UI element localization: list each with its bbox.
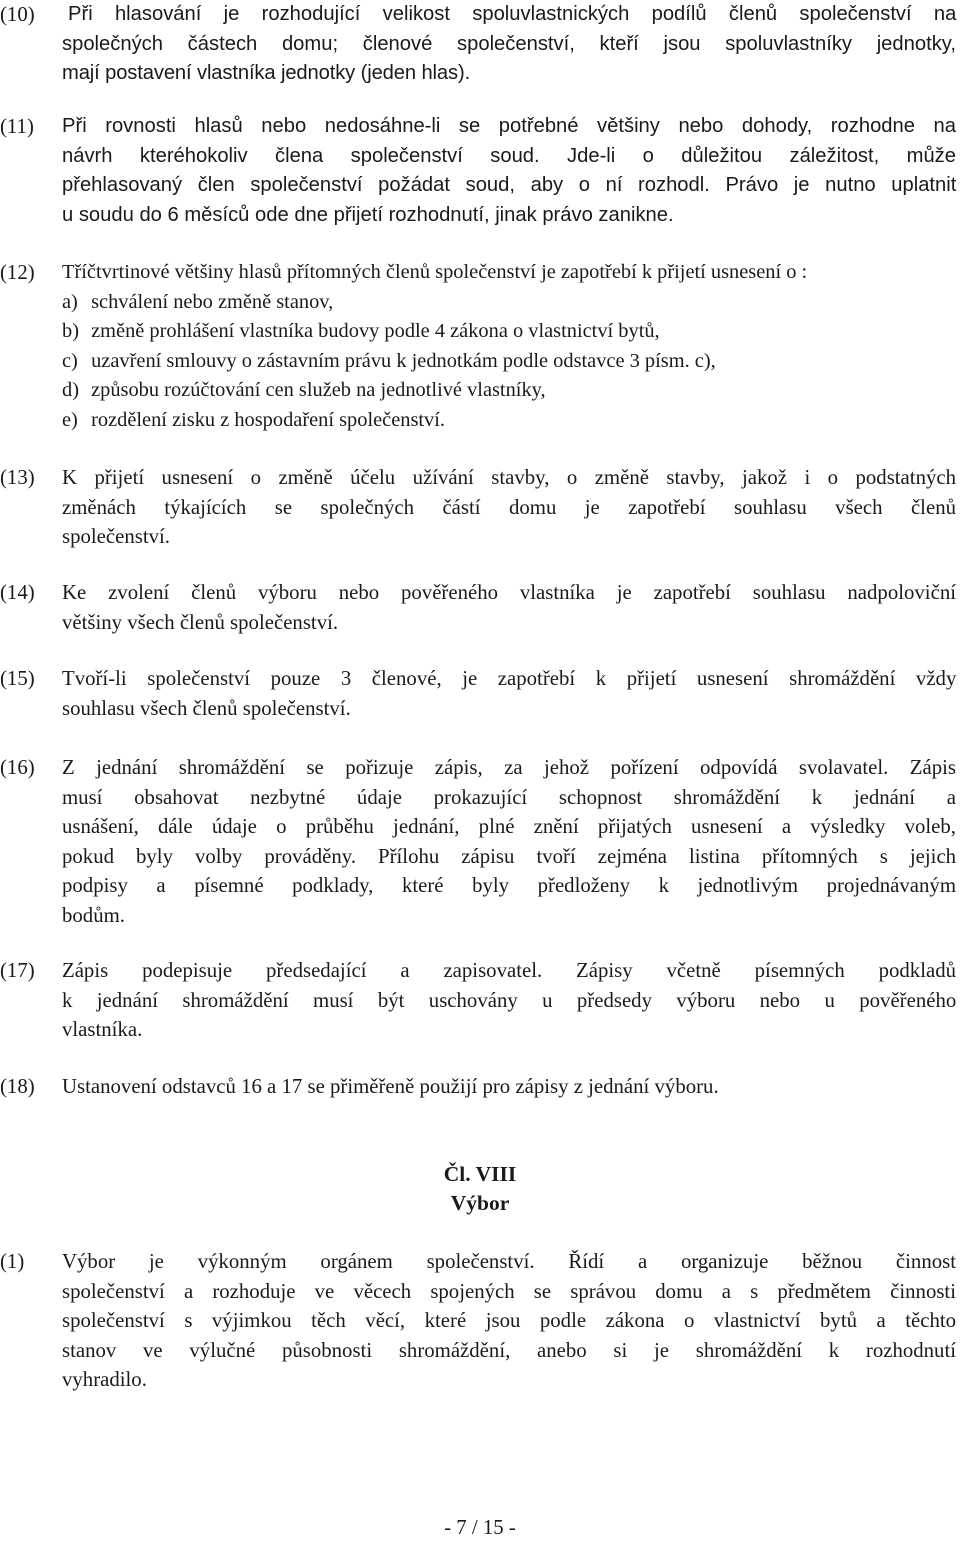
article-title: Výbor	[450, 1191, 510, 1215]
item-label: c)	[62, 349, 78, 372]
list-item	[62, 406, 956, 436]
paragraph-14	[0, 578, 956, 637]
paragraph-13	[0, 463, 956, 552]
paragraph-text	[62, 956, 956, 1045]
paragraph-number: (13)	[0, 466, 35, 489]
item-text: způsobu rozúčtování cen služeb na jednotlivé vlastníky,	[91, 379, 546, 401]
paragraph-text	[62, 0, 957, 89]
text-line: pokud byly volby prováděny. Přílohu zápisu tvoří zejména listina přítomných s jejich	[62, 844, 957, 868]
text-line: Při hlasování je rozhodující velikost spoluvlastnických podílů členů společenství na	[68, 3, 957, 25]
item-text: změně prohlášení vlastníka budovy podle 4 zákona o vlastnictví bytů,	[91, 320, 660, 342]
item-label: e)	[62, 408, 78, 431]
paragraph-18	[0, 1072, 956, 1102]
paragraph-text	[62, 112, 956, 230]
text-line: Ke zvolení členů výboru nebo pověřeného vlastníka je zapotřebí souhlasu nadpoloviční	[62, 581, 956, 604]
text-line: společných částech domu; členové společenství, kteří jsou spoluvlastníky jednotky,	[62, 32, 956, 55]
item-list	[62, 288, 956, 436]
paragraph-16	[0, 753, 956, 930]
text-line: změnách týkajících se společných částí domu je zapotřebí souhlasu všech členů	[62, 495, 956, 519]
text-line: stanov ve výlučné působnosti shromáždění, anebo si je shromáždění k rozhodnutí	[62, 1338, 956, 1362]
paragraph-10	[0, 0, 956, 89]
text-line: mají postavení vlastníka jednotky (jeden hlas).	[62, 62, 471, 84]
text-line: K přijetí usnesení o změně účelu užívání stavby, o změně stavby, jakož i o podstatných	[62, 466, 956, 489]
item-text: uzavření smlouvy o zástavním právu k jednotkám podle odstavce 3 písm. c),	[91, 349, 716, 372]
paragraph-text	[62, 664, 956, 723]
text-line: Ustanovení odstavců 16 a 17 se přiměřeně použijí pro zápisy z jednání výboru.	[62, 1075, 719, 1098]
paragraph-11	[0, 112, 956, 230]
paragraph-number: (16)	[0, 756, 35, 779]
paragraph-17	[0, 956, 956, 1045]
item-text: schválení nebo změně stanov,	[91, 290, 334, 313]
paragraph-12	[0, 258, 956, 435]
text-line: Při rovnosti hlasů nebo nedosáhne-li se potřebné většiny nebo dohody, rozhodne na	[62, 115, 956, 137]
paragraph-15	[0, 664, 956, 723]
text-line: k jednání shromáždění musí být uschovány u předsedy výboru nebo u pověřeného	[62, 988, 957, 1012]
text-line: návrh kteréhokoliv člena společenství soud. Jde-li o důležitou záležitost, může	[62, 144, 956, 167]
paragraph-text	[62, 753, 956, 930]
article-number: Čl. VIII	[443, 1162, 517, 1186]
text-line: vyhradilo.	[62, 1368, 147, 1391]
text-line: u soudu do 6 měsíců ode dne přijetí rozhodnutí, jinak právo zanikne.	[62, 203, 674, 226]
paragraph-number: (14)	[0, 581, 35, 604]
text-line: Z jednání shromáždění se pořizuje zápis, za jehož pořízení odpovídá svolavatel. Zápis	[62, 756, 956, 779]
paragraph-text	[62, 463, 956, 552]
text-line: společenství a rozhoduje ve věcech spojených se správou domu a s předmětem činnosti	[62, 1279, 956, 1303]
text-line: vlastníka.	[62, 1018, 143, 1041]
text-line: většiny všech členů společenství.	[62, 610, 339, 634]
text-line: Výbor je výkonným orgánem společenství. Řídí a organizuje běžnou činnost	[62, 1250, 956, 1273]
text-line: Tvoří-li společenství pouze 3 členové, je zapotřebí k přijetí usnesení shromáždění vždy	[62, 667, 957, 690]
paragraph-number: (1)	[0, 1250, 25, 1273]
page-number: - 7 / 15 -	[444, 1516, 516, 1539]
text-line: Tříčtvrtinové většiny hlasů přítomných členů společenství je zapotřebí k přijetí usnesení o :	[62, 261, 808, 283]
text-line: podpisy a písemné podklady, které byly předloženy k jednotlivým projednávaným	[62, 874, 956, 897]
paragraph-number: (15)	[0, 667, 35, 690]
list-item	[62, 376, 956, 406]
paragraph-text	[62, 258, 956, 435]
text-line: usnášení, dále údaje o průběhu jednání, plné znění přijatých usnesení a výsledky voleb,	[62, 815, 956, 838]
paragraph-text	[62, 1247, 956, 1395]
text-line: společenství s výjimkou těch věcí, které jsou podle zákona o vlastnictví bytů a těchto	[62, 1309, 957, 1332]
paragraph-number: (11)	[0, 115, 34, 138]
article-paragraph-1	[0, 1247, 956, 1395]
item-label: d)	[62, 379, 79, 401]
list-item	[62, 347, 956, 377]
list-item	[62, 317, 956, 347]
item-text: rozdělení zisku z hospodaření společenství.	[91, 408, 446, 431]
text-line: musí obsahovat nezbytné údaje prokazující schopnost shromáždění k jednání a	[62, 785, 956, 809]
paragraph-text	[62, 578, 956, 637]
paragraph-number: (18)	[0, 1075, 35, 1098]
text-line: Zápis podepisuje předsedající a zapisovatel. Zápisy včetně písemných podkladů	[62, 959, 956, 982]
paragraph-number: (17)	[0, 959, 35, 982]
paragraph-text	[62, 1072, 956, 1102]
item-label: a)	[62, 290, 78, 313]
paragraph-number: (10)	[0, 3, 35, 26]
text-line: bodům.	[62, 903, 125, 927]
text-line: přehlasovaný člen společenství požádat soud, aby o ní rozhodl. Právo je nutno uplatnit	[62, 174, 957, 196]
list-item	[62, 288, 956, 318]
text-line: společenství.	[62, 525, 171, 548]
text-line: souhlasu všech členů společenství.	[62, 696, 351, 720]
item-label: b)	[62, 320, 79, 342]
paragraph-number: (12)	[0, 261, 35, 284]
